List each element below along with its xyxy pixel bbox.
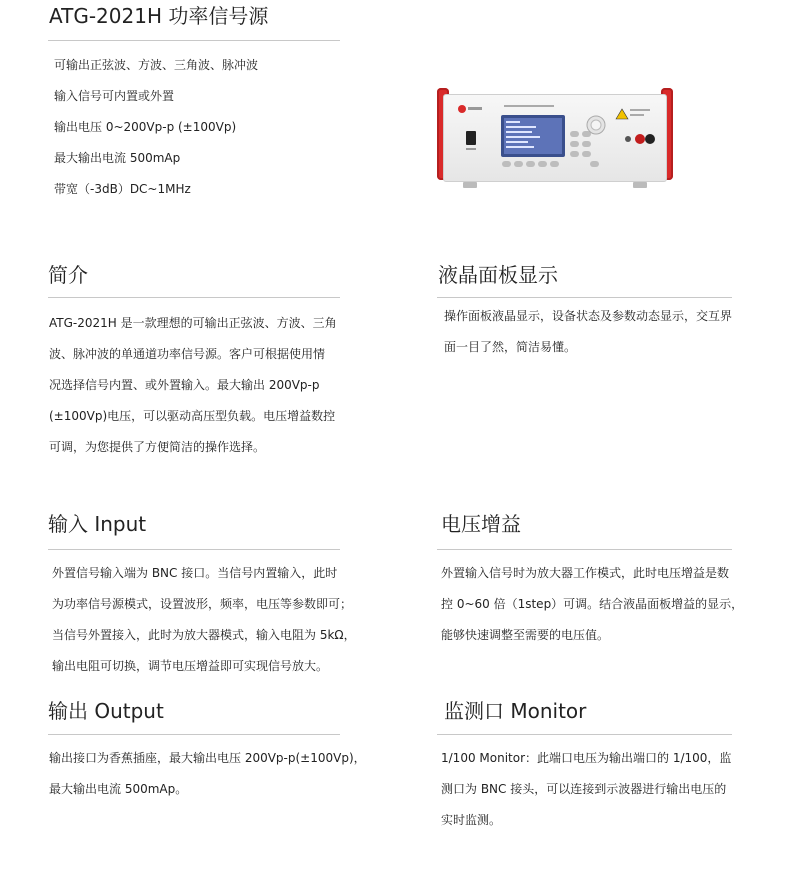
section-title-gain: 电压增益 <box>441 512 521 536</box>
section-rule <box>437 549 732 550</box>
device-front-panel <box>443 94 667 182</box>
section-rule <box>48 297 340 298</box>
text-line: 1/100 Monitor：此端口电压为输出端口的 1/100，监 <box>441 751 732 765</box>
feature-item: 输入信号可内置或外置 <box>54 89 175 103</box>
section-title-intro: 简介 <box>48 263 88 287</box>
text-line: 输出接口为香蕉插座，最大输出电压 200Vp-p(±100Vp)， <box>49 751 366 765</box>
text-line: 面一目了然，简洁易懂。 <box>444 340 577 354</box>
section-body-lcd <box>444 301 732 363</box>
section-body-monitor <box>441 743 731 836</box>
text-line: 测口为 BNC 接头，可以连接到示波器进行输出电压的 <box>441 782 727 796</box>
section-rule <box>437 734 732 735</box>
text-line: 可调，为您提供了方便简洁的操作选择。 <box>49 440 266 454</box>
device-foot <box>463 182 477 188</box>
product-title: ATG-2021H 功率信号源 <box>49 4 269 28</box>
feature-item: 可输出正弦波、方波、三角波、脉冲波 <box>54 58 259 72</box>
text-line: 控 0~60 倍（1step）可调。结合液晶面板增益的显示， <box>441 597 744 611</box>
text-line: 最大输出电流 500mAp。 <box>49 782 188 796</box>
text-line: 况选择信号内置、或外置输入。最大输出 200Vp-p <box>49 378 320 392</box>
section-title-monitor: 监测口 Monitor <box>444 699 587 723</box>
text-line: (±100Vp)电压，可以驱动高压型负载。电压增益数控 <box>49 409 336 423</box>
section-body-output <box>49 743 366 805</box>
text-line: 为功率信号源模式，设置波形，频率，电压等参数即可； <box>52 597 353 611</box>
front-panel-graphic <box>444 95 666 181</box>
feature-item: 带宽（-3dB）DC~1MHz <box>54 182 191 196</box>
text-line: 波、脉冲波的单通道功率信号源。客户可根据使用情 <box>49 347 326 361</box>
section-body-gain <box>441 558 743 651</box>
text-line: ATG-2021H 是一款理想的可输出正弦波、方波、三角 <box>49 316 337 330</box>
text-line: 输出电阻可切换，调节电压增益即可实现信号放大。 <box>52 659 329 673</box>
text-line: 外置信号输入端为 BNC 接口。当信号内置输入，此时 <box>52 566 338 580</box>
section-body-intro <box>49 308 337 463</box>
product-title-rule <box>48 40 340 41</box>
section-title-lcd: 液晶面板显示 <box>438 263 558 287</box>
section-rule <box>48 734 340 735</box>
section-body-input <box>52 558 356 682</box>
text-line: 外置输入信号时为放大器工作模式，此时电压增益是数 <box>441 566 730 580</box>
text-line: 能够快速调整至需要的电压值。 <box>441 628 610 642</box>
section-title-input: 输入 Input <box>48 512 147 536</box>
section-rule <box>437 297 732 298</box>
feature-item: 输出电压 0~200Vp-p (±100Vp) <box>54 120 237 134</box>
section-title-output: 输出 Output <box>48 699 164 723</box>
device-foot <box>633 182 647 188</box>
feature-item: 最大输出电流 500mAp <box>54 151 181 165</box>
text-line: 当信号外置接入，此时为放大器模式，输入电阻为 5kΩ， <box>52 628 356 642</box>
text-line: 操作面板液晶显示，设备状态及参数动态显示，交互界 <box>444 309 733 323</box>
section-rule <box>48 549 340 550</box>
device-image <box>437 88 673 188</box>
text-line: 实时监测。 <box>441 813 502 827</box>
